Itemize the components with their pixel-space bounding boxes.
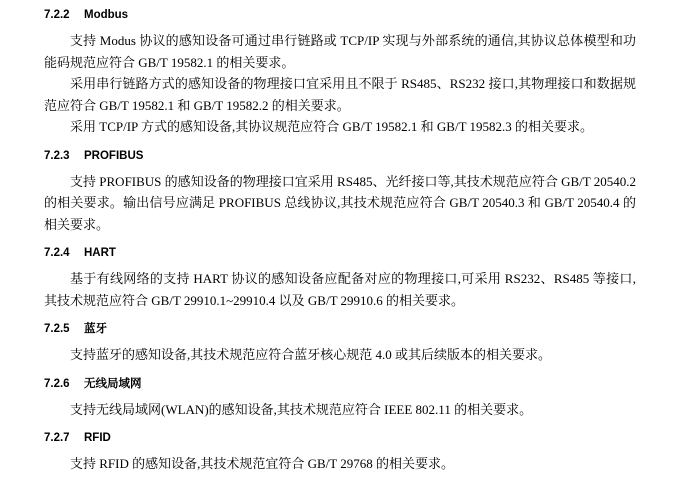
section-7-2-2: [44, 8, 636, 138]
document-body: [44, 8, 636, 475]
paragraph: 支持 PROFIBUS 的感知设备的物理接口宜采用 RS485、光纤接口等,其技术规范应符合 GB/T 20540.2的相关要求。输出信号应满足 PROFIBUS 总线协议,其技术规范应符合 GB/T 20540.3 和 GB/T 20540.4 的相关要求。: [44, 173, 636, 232]
section-number: 7.2.6: [44, 377, 70, 390]
paragraph: 基于有线网络的支持 HART 协议的感知设备应配备对应的物理接口,可采用 RS232、RS485 等接口,其技术规范应符合 GB/T 29910.1~29910.4 以及 GB/T 29910.6 的相关要求。: [44, 271, 636, 308]
paragraph: 支持蓝牙的感知设备,其技术规范应符合蓝牙核心规范 4.0 或其后续版本的相关要求。: [70, 347, 552, 362]
section-title: 蓝牙: [84, 323, 107, 335]
section-title: PROFIBUS: [84, 149, 144, 162]
spacer: [44, 138, 636, 149]
section-title: RFID: [84, 432, 111, 444]
section-title: 无线局域网: [84, 377, 142, 390]
paragraph: 支持无线局域网(WLAN)的感知设备,其技术规范应符合 IEEE 802.11 的相关要求。: [70, 401, 533, 417]
spacer: [44, 235, 636, 246]
section-number: 7.2.4: [44, 247, 70, 259]
section-7-2-3: [44, 138, 636, 236]
spacer: [44, 420, 636, 431]
paragraph: 支持 RFID 的感知设备,其技术规范宜符合 GB/T 29768 的相关要求。: [70, 456, 454, 471]
paragraph: 支持 Modus 协议的感知设备可通过串行链路或 TCP/IP 实现与外部系统的通信,其协议总体模型和功能码规范应符合 GB/T 19582.1 的相关要求。: [44, 33, 636, 70]
section-heading: [44, 8, 636, 23]
spacer: [44, 311, 636, 322]
spacer: [44, 366, 636, 377]
section-number: 7.2.2: [44, 9, 70, 21]
spacer: [44, 392, 636, 399]
section-heading: [44, 431, 636, 446]
section-title: HART: [84, 247, 116, 259]
section-heading: [44, 149, 636, 164]
section-7-2-5: [44, 311, 636, 366]
section-title: Modbus: [84, 9, 129, 21]
paragraph: 采用串行链路方式的感知设备的物理接口宜采用且不限于 RS485、RS232 接口,其物理接口和数据规范应符合 GB/T 19582.1 和 GB/T 19582.2 的相关要求。: [44, 76, 636, 113]
section-heading: [44, 377, 636, 392]
section-heading: [44, 322, 636, 337]
section-7-2-4: [44, 235, 636, 311]
spacer: [44, 164, 636, 171]
spacer: [44, 446, 636, 453]
section-number: 7.2.3: [44, 149, 70, 162]
section-number: 7.2.5: [44, 323, 70, 335]
spacer: [44, 337, 636, 344]
paragraph: 采用 TCP/IP 方式的感知设备,其协议规范应符合 GB/T 19582.1 和 GB/T 19582.3 的相关要求。: [70, 119, 594, 134]
section-7-2-6: [44, 366, 636, 421]
section-heading: [44, 246, 636, 261]
section-7-2-7: [44, 420, 636, 475]
spacer: [44, 23, 636, 30]
section-number: 7.2.7: [44, 432, 70, 444]
spacer: [44, 261, 636, 268]
